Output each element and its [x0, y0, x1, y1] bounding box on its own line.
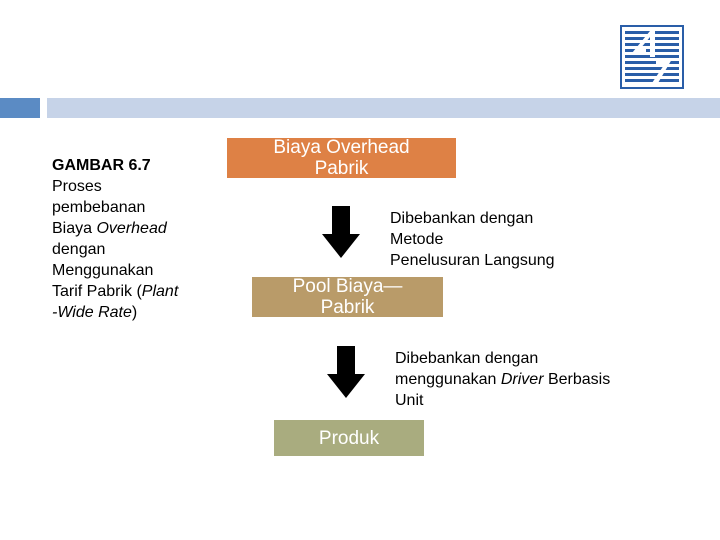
- caption-line: [52, 218, 227, 239]
- box-label: Biaya Overhead: [273, 137, 410, 158]
- box-label: Pool Biaya—: [292, 276, 403, 297]
- down-arrow-icon: [322, 206, 360, 263]
- product-box: [272, 418, 426, 458]
- down-arrow-icon: [327, 346, 365, 403]
- caption-text: Tarif Pabrik (: [52, 283, 142, 300]
- figure-caption: [52, 155, 227, 323]
- box-label: Pabrik: [314, 158, 369, 179]
- allocation-note-direct-tracing: [390, 208, 555, 271]
- caption-italic-text: Overhead: [96, 220, 167, 237]
- note-line: Unit: [395, 392, 424, 409]
- caption-line: [52, 302, 227, 323]
- header-bar: [47, 98, 720, 118]
- publisher-logo: [620, 25, 684, 89]
- header-accent-bar: [0, 98, 40, 118]
- note-italic-text: Driver: [500, 371, 544, 388]
- note-text: Berbasis: [543, 371, 611, 388]
- note-line: Dibebankan dengan: [395, 350, 539, 367]
- caption-line: Menggunakan: [52, 262, 154, 279]
- cost-pool-box: [250, 275, 445, 319]
- caption-line: [52, 281, 227, 302]
- note-line: Dibebankan dengan: [390, 210, 534, 227]
- caption-line: dengan: [52, 241, 106, 258]
- note-line: Metode: [390, 231, 444, 248]
- box-label: Pabrik: [320, 297, 375, 318]
- caption-italic-text: Plant: [141, 283, 179, 300]
- caption-line: pembebanan: [52, 199, 146, 216]
- figure-label: GAMBAR 6.7: [52, 157, 151, 174]
- caption-text: Biaya: [52, 220, 97, 237]
- allocation-note-unit-driver: [395, 348, 610, 411]
- note-text: menggunakan: [395, 371, 501, 388]
- box-label: Produk: [318, 427, 380, 449]
- caption-text: ): [131, 304, 138, 321]
- overhead-cost-box: [225, 136, 458, 180]
- note-line: Penelusuran Langsung: [390, 252, 555, 269]
- note-line: [395, 369, 610, 390]
- caption-italic-text: -Wide Rate: [52, 304, 132, 321]
- caption-line: Proses: [52, 178, 102, 195]
